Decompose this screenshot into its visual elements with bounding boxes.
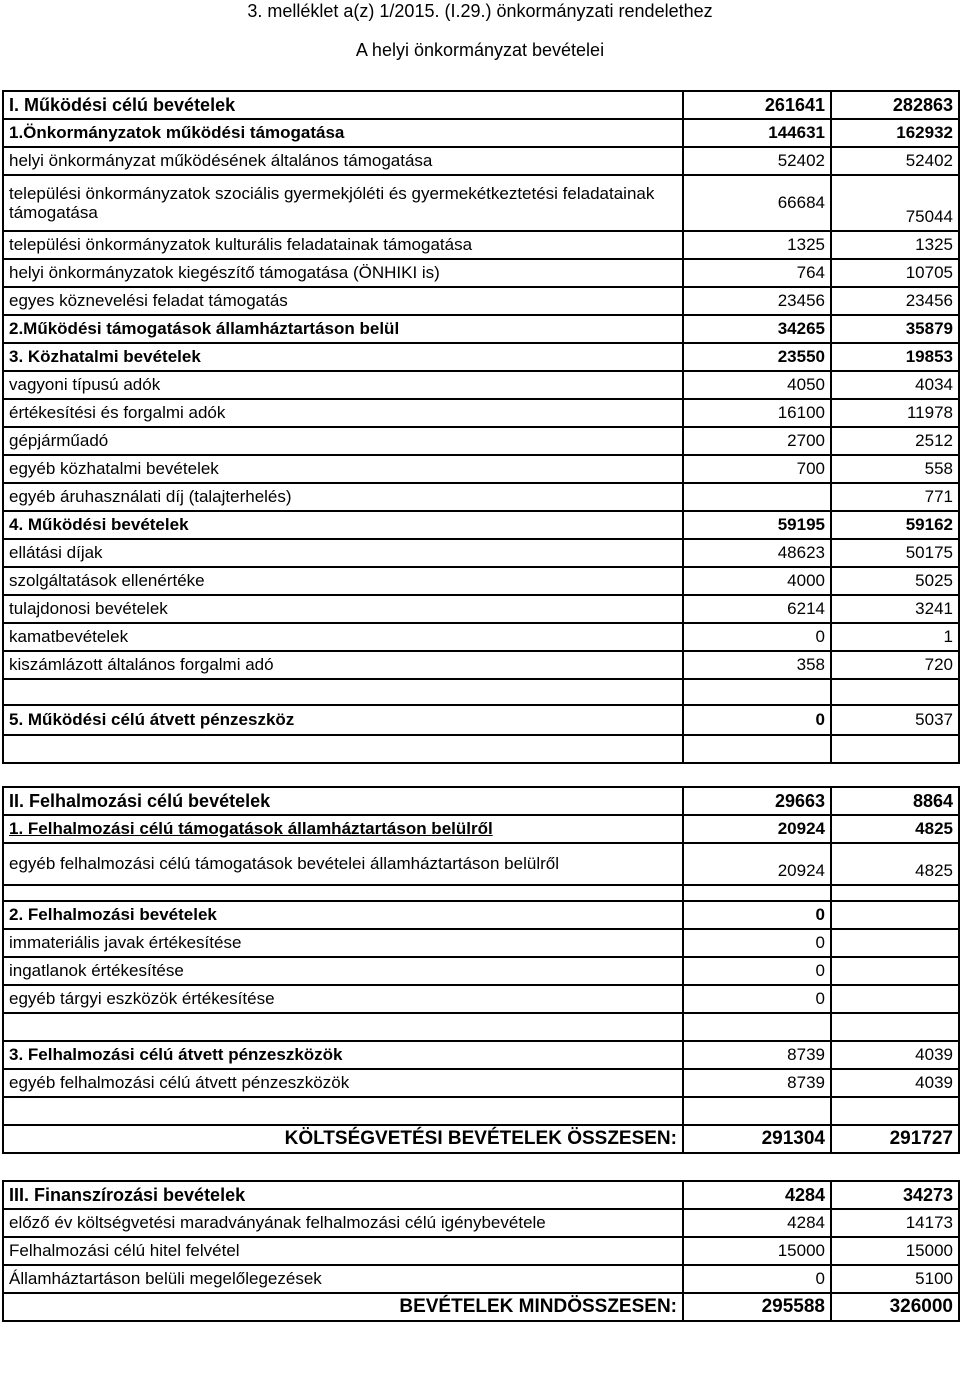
row-label: egyéb közhatalmi bevételek [3, 455, 683, 483]
table-row [3, 259, 959, 287]
table-row [3, 343, 959, 371]
value-modified: 50175 [831, 539, 959, 567]
value-modified: 5100 [831, 1265, 959, 1293]
empty-cell [831, 1097, 959, 1125]
value-2015: 295588 [683, 1293, 831, 1321]
row-label: 4. Működési bevételek [3, 511, 683, 539]
row-label: I. Működési célú bevételek [3, 91, 683, 119]
value-modified: 34273 [831, 1181, 959, 1209]
table-row [3, 1209, 959, 1237]
value-2015: 0 [683, 985, 831, 1013]
empty-cell [3, 1013, 683, 1041]
empty-cell [831, 763, 959, 787]
value-2015: 20924 [683, 815, 831, 843]
value-modified: 4825 [831, 843, 959, 885]
table-row [3, 567, 959, 595]
value-modified: 59162 [831, 511, 959, 539]
empty-cell [683, 735, 831, 763]
empty-cell [831, 1013, 959, 1041]
value-2015: 0 [683, 623, 831, 651]
value-2015: 0 [683, 705, 831, 735]
value-2015: 358 [683, 651, 831, 679]
table-row [3, 957, 959, 985]
table-row [3, 455, 959, 483]
value-modified: 720 [831, 651, 959, 679]
value-2015: 4284 [683, 1209, 831, 1237]
empty-cell [3, 763, 683, 787]
row-label: 3. Felhalmozási célú átvett pénzeszközök [3, 1041, 683, 1069]
value-2015 [683, 483, 831, 511]
row-label: települési önkormányzatok kulturális feladatainak támogatása [3, 231, 683, 259]
empty-cell [683, 1153, 831, 1181]
value-modified: 4034 [831, 371, 959, 399]
empty-cell [683, 763, 831, 787]
value-2015: 700 [683, 455, 831, 483]
table-row [3, 1125, 959, 1153]
value-2015: 8739 [683, 1041, 831, 1069]
value-modified: 15000 [831, 1237, 959, 1265]
empty-cell [3, 1097, 683, 1125]
table-row [3, 399, 959, 427]
row-label: vagyoni típusú adók [3, 371, 683, 399]
value-modified [831, 901, 959, 929]
value-2015: 34265 [683, 315, 831, 343]
table-row [3, 901, 959, 929]
row-label: egyéb tárgyi eszközök értékesítése [3, 985, 683, 1013]
row-label: ingatlanok értékesítése [3, 957, 683, 985]
value-modified [831, 985, 959, 1013]
value-modified: 11978 [831, 399, 959, 427]
table-row [3, 985, 959, 1013]
value-2015: 20924 [683, 843, 831, 885]
row-label: Államháztartáson belüli megelőlegezések [3, 1265, 683, 1293]
table-row [3, 815, 959, 843]
table-row [3, 929, 959, 957]
table-row [3, 595, 959, 623]
value-2015: 0 [683, 1265, 831, 1293]
table-row [3, 147, 959, 175]
empty-cell [831, 679, 959, 705]
value-2015: 4284 [683, 1181, 831, 1209]
table-row [3, 371, 959, 399]
page-title: A helyi önkormányzat bevételei [355, 40, 605, 60]
empty-cell [683, 1013, 831, 1041]
spacer-row [3, 1097, 959, 1125]
value-modified: 5025 [831, 567, 959, 595]
empty-cell [3, 885, 683, 901]
table-row [3, 623, 959, 651]
value-2015: 59195 [683, 511, 831, 539]
value-modified: 35879 [831, 315, 959, 343]
table-row [3, 511, 959, 539]
value-modified: 326000 [831, 1293, 959, 1321]
spacer-row [3, 1013, 959, 1041]
row-label: Felhalmozási célú hitel felvétel [3, 1237, 683, 1265]
value-modified: 19853 [831, 343, 959, 371]
table-row [3, 91, 959, 119]
table-row [3, 1069, 959, 1097]
table-row [3, 483, 959, 511]
value-2015: 4050 [683, 371, 831, 399]
row-label: 1.Önkormányzatok működési támogatása [3, 119, 683, 147]
value-modified: 23456 [831, 287, 959, 315]
value-modified: 4039 [831, 1041, 959, 1069]
value-modified: 5037 [831, 705, 959, 735]
empty-cell [831, 885, 959, 901]
table-row [3, 651, 959, 679]
row-label: 2. Felhalmozási bevételek [3, 901, 683, 929]
row-label: immateriális javak értékesítése [3, 929, 683, 957]
row-label: II. Felhalmozási célú bevételek [3, 787, 683, 815]
value-2015: 2700 [683, 427, 831, 455]
value-2015: 261641 [683, 91, 831, 119]
table-row [3, 1041, 959, 1069]
value-modified: 2512 [831, 427, 959, 455]
row-label: tulajdonosi bevételek [3, 595, 683, 623]
table-row [3, 539, 959, 567]
empty-cell [3, 735, 683, 763]
empty-cell [683, 679, 831, 705]
spacer-row [3, 1153, 959, 1181]
value-2015: 29663 [683, 787, 831, 815]
value-2015: 4000 [683, 567, 831, 595]
value-modified: 162932 [831, 119, 959, 147]
table-row [3, 705, 959, 735]
row-label: települési önkormányzatok szociális gyermekjóléti és gyermekétkeztetési feladatainak támogatása [3, 175, 683, 231]
row-label: egyéb felhalmozási célú átvett pénzeszközök [3, 1069, 683, 1097]
value-modified: 10705 [831, 259, 959, 287]
value-modified: 1 [831, 623, 959, 651]
table-row [3, 119, 959, 147]
value-modified: 1325 [831, 231, 959, 259]
value-modified: 14173 [831, 1209, 959, 1237]
value-2015: 48623 [683, 539, 831, 567]
value-2015: 1325 [683, 231, 831, 259]
row-label: helyi önkormányzatok kiegészítő támogatása (ÖNHIKI is) [3, 259, 683, 287]
value-2015: 764 [683, 259, 831, 287]
value-2015: 6214 [683, 595, 831, 623]
empty-cell [3, 1153, 683, 1181]
table-row [3, 315, 959, 343]
row-label: gépjárműadó [3, 427, 683, 455]
row-label: egyéb áruhasználati díj (talajterhelés) [3, 483, 683, 511]
value-modified: 291727 [831, 1125, 959, 1153]
empty-cell [683, 1097, 831, 1125]
empty-cell [831, 1153, 959, 1181]
row-label: 2.Működési támogatások államháztartáson belül [3, 315, 683, 343]
empty-cell [683, 885, 831, 901]
value-2015: 144631 [683, 119, 831, 147]
value-modified: 558 [831, 455, 959, 483]
value-2015: 0 [683, 929, 831, 957]
annex-reference: 3. melléklet a(z) 1/2015. (I.29.) önkormányzati rendelethez [247, 1, 713, 21]
value-modified: 282863 [831, 91, 959, 119]
value-2015: 23550 [683, 343, 831, 371]
row-label: kiszámlázott általános forgalmi adó [3, 651, 683, 679]
table-row [3, 1265, 959, 1293]
value-modified [831, 957, 959, 985]
row-label: 3. Közhatalmi bevételek [3, 343, 683, 371]
value-2015: 291304 [683, 1125, 831, 1153]
value-modified: 75044 [831, 175, 959, 231]
row-label: egyes köznevelési feladat támogatás [3, 287, 683, 315]
row-label: előző év költségvetési maradványának felhalmozási célú igénybevétele [3, 1209, 683, 1237]
row-label: helyi önkormányzat működésének általános támogatása [3, 147, 683, 175]
table-row [3, 287, 959, 315]
value-2015: 23456 [683, 287, 831, 315]
value-modified: 771 [831, 483, 959, 511]
spacer-row [3, 885, 959, 901]
row-label: 5. Működési célú átvett pénzeszköz [3, 705, 683, 735]
budget-total-label: KÖLTSÉGVETÉSI BEVÉTELEK ÖSSZESEN: [3, 1125, 683, 1153]
table-row [3, 427, 959, 455]
value-modified: 3241 [831, 595, 959, 623]
row-label: 1. Felhalmozási célú támogatások államháztartáson belülről [3, 815, 683, 843]
row-label: kamatbevételek [3, 623, 683, 651]
table-row [3, 1181, 959, 1209]
table-row [3, 1293, 959, 1321]
value-2015: 66684 [683, 175, 831, 231]
value-modified [831, 929, 959, 957]
empty-cell [831, 735, 959, 763]
row-label: egyéb felhalmozási célú támogatások bevételei államháztartáson belülről [3, 843, 683, 885]
empty-row [3, 735, 959, 763]
value-modified: 4039 [831, 1069, 959, 1097]
grand-total-label: BEVÉTELEK MINDÖSSZESEN: [3, 1293, 683, 1321]
table-row [3, 1237, 959, 1265]
empty-cell [3, 679, 683, 705]
value-2015: 0 [683, 901, 831, 929]
row-label: III. Finanszírozási bevételek [3, 1181, 683, 1209]
value-2015: 0 [683, 957, 831, 985]
table-row [3, 787, 959, 815]
row-label: értékesítési és forgalmi adók [3, 399, 683, 427]
value-2015: 52402 [683, 147, 831, 175]
table-row [3, 175, 959, 231]
value-2015: 16100 [683, 399, 831, 427]
value-2015: 15000 [683, 1237, 831, 1265]
row-label: ellátási díjak [3, 539, 683, 567]
value-modified: 8864 [831, 787, 959, 815]
spacer-row [3, 679, 959, 705]
value-2015: 8739 [683, 1069, 831, 1097]
row-label: szolgáltatások ellenértéke [3, 567, 683, 595]
value-modified: 52402 [831, 147, 959, 175]
table-row [3, 231, 959, 259]
table-row [3, 843, 959, 885]
spacer-row [3, 763, 959, 787]
value-modified: 4825 [831, 815, 959, 843]
revenue-table [2, 90, 960, 1322]
